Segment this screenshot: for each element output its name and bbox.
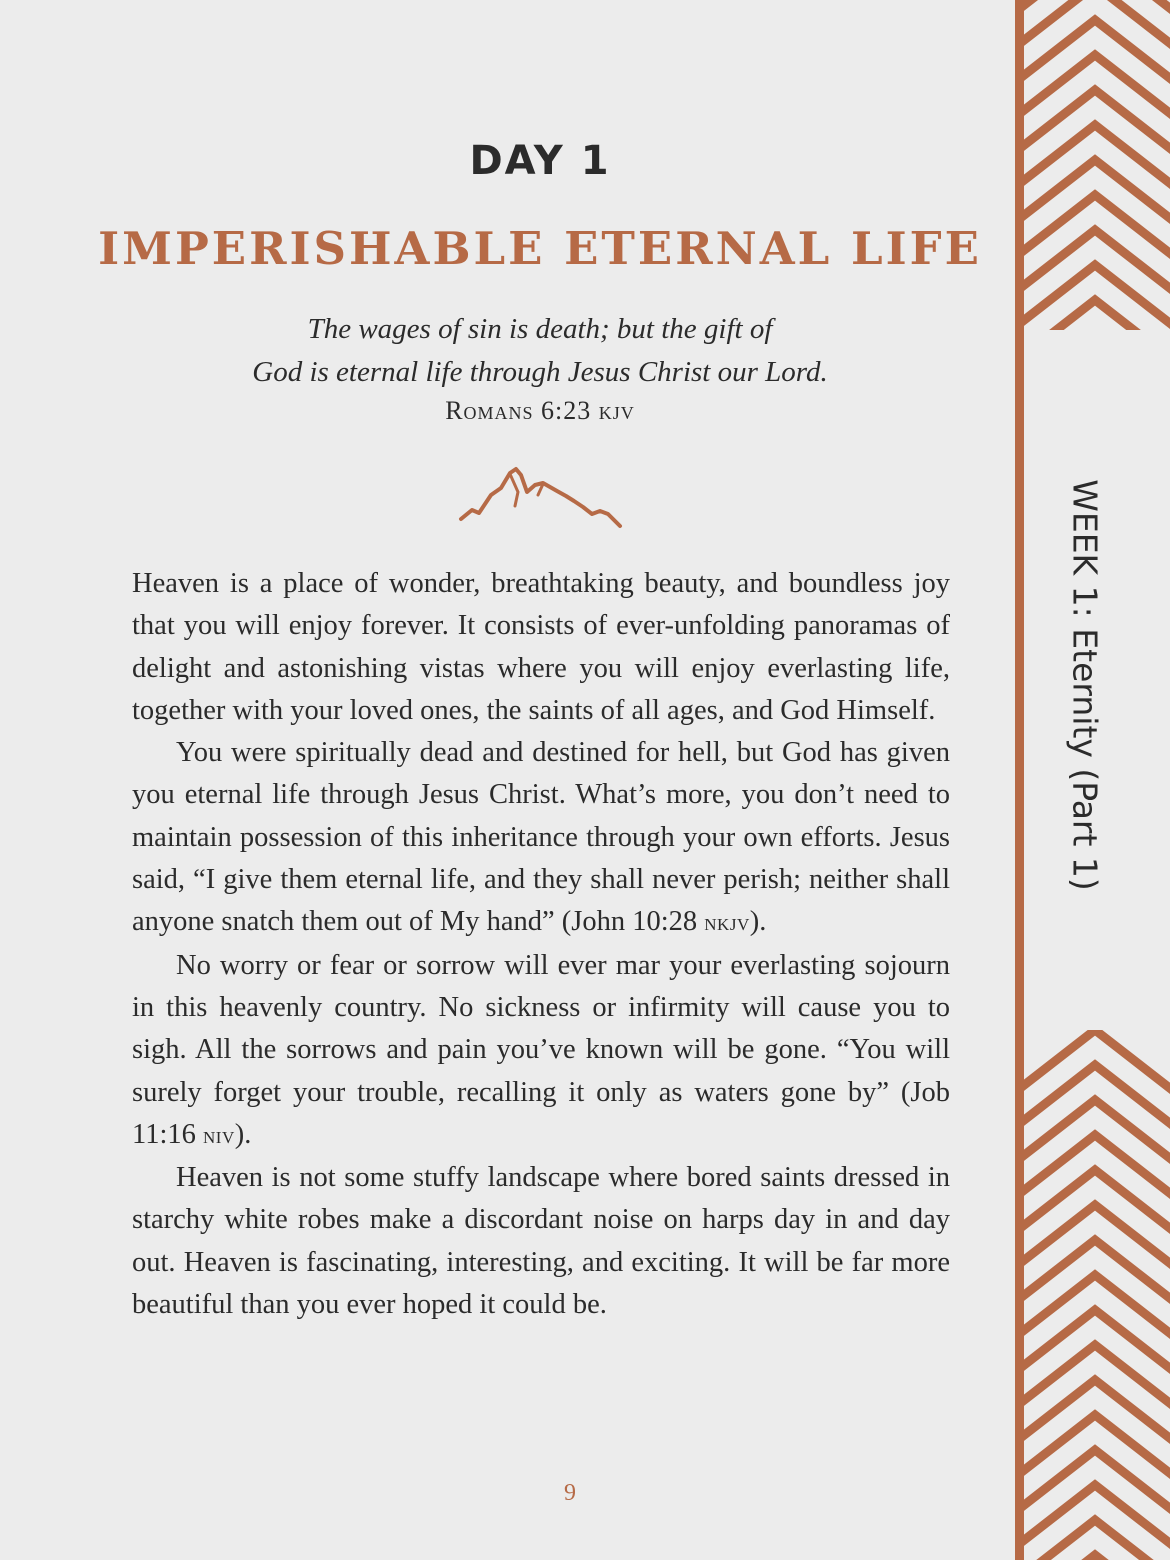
paragraph-3-end: ). [234, 1118, 252, 1150]
day-label: DAY 1 [469, 138, 611, 184]
paragraph-2 [132, 732, 950, 944]
paragraph-1: Heaven is a place of wonder, breathtaking beauty, and boundless joy that you will enjoy forever. It consists of ever-unfolding panoramas of delight and astonishing vistas where you will enjoy everlasting life, together with your loved ones, the saints of all ages, and God Himself. [132, 568, 950, 726]
day-title: IMPERISHABLE ETERNAL LIFE [98, 222, 982, 275]
scripture-quote [0, 308, 1080, 394]
paragraph-2-end: ). [749, 906, 767, 938]
scripture-line-2: God is eternal life through Jesus Christ our Lord. [252, 356, 828, 388]
paragraph-3 [132, 945, 950, 1157]
scripture-line-1: The wages of sin is death; but the gift of [307, 313, 773, 345]
paragraph-4: Heaven is not some stuffy landscape where bored saints dressed in starchy white robes make a discordant noise on harps day in and day out. Heaven is fascinating, interesting, and exciting. It will be far more beautiful than you ever hoped it could be. [132, 1162, 950, 1321]
devotional-body [132, 563, 950, 1326]
week-section-label: WEEK 1: Eternity (Part 1) [1065, 479, 1105, 891]
paragraph-3-translation: niv [203, 1121, 235, 1149]
scripture-reference [0, 396, 1080, 426]
paragraph-3-text: No worry or fear or sorrow will ever mar your everlasting sojourn in this heavenly country. No sickness or infirmity will cause you to sigh. All the sorrows and pain you’ve known will be gone. “You will surely forget your trouble, recalling it only as waters gone by” (Job 11:16 [132, 949, 950, 1150]
paragraph-2-text: You were spiritually dead and destined for hell, but God has given you eternal life through Jesus Christ. What’s more, you don’t need to maintain possession of this inheritance through your own efforts. Jesus said, “I give them eternal life, and they shall never perish; neither shall anyone snatch them out of My hand” (John 10:28 [132, 737, 950, 938]
scripture-translation: kjv [598, 396, 635, 425]
scripture-reference-book: Romans 6:23 [445, 396, 592, 425]
mountain-icon [458, 462, 624, 530]
paragraph-2-translation: nkjv [704, 909, 750, 937]
page-number: 9 [564, 1480, 576, 1506]
